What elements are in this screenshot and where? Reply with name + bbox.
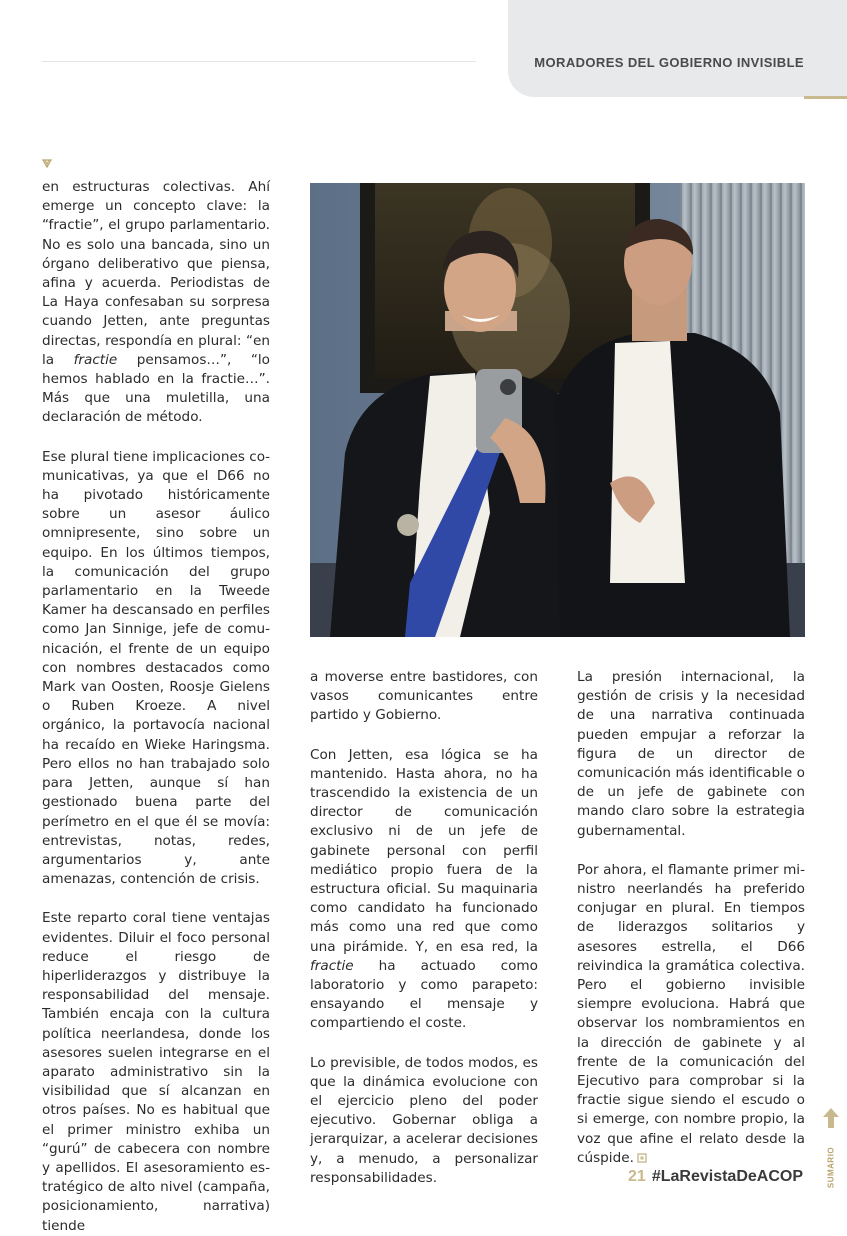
header-rule: [42, 61, 476, 62]
article-paragraph: [577, 668, 805, 841]
section-title: MORADORES DEL GOBIERNO INVISIBLE: [534, 55, 804, 70]
text-run: Con Jetten, esa lógica se ha mantenido. Hasta ahora, no ha trascendido la existencia de un director de comunicación exclusivo ni de un jefe de gabinete personal con perfil mediático propio fuera de la estructura oficial. Su maquinaria como candidato ha funcionado más como una red que como una pirámide. Y, en esa red, la: [310, 746, 538, 955]
sumario-link[interactable]: [821, 1108, 841, 1188]
paragraph-start-icon: [42, 158, 52, 172]
arrow-up-icon: [823, 1108, 839, 1128]
text-run: Ese plural tiene implicaciones comunicativas, ya que el D66 no ha pivotado históricamente sobre un asesor áulico omnipresente, sino sobre un equipo. En los últimos tiempos, la comunicación del grupo parlamentario en la Tweede Kamer ha descansado en perfiles como Jan Sinnige, jefe de comunicación, el frente de un equipo con nombres destacados como Mark van Oosten, Roosje Gielens o Ruben Kroeze. A nivel orgánico, la portavocía nacional ha recaído en Wieke Haringsma. Pero ellos no han trabajado solo para Jetten, aunque sí han gestionado buena parte del perímetro en el que él se movía: entrevistas, notas, redes, argumentarios y, ante amenazas, contención de crisis.: [42, 448, 270, 888]
text-run: Lo previsible, de todos modos, es que la dinámica evolucione con el ejercicio pleno del poder ejecutivo. Gobernar obliga a jerarquizar, a acelerar decisiones y, a menudo, a personalizar responsabilidades.: [310, 1054, 538, 1186]
sumario-label: SUMARIO: [826, 1146, 836, 1189]
italic-term: fractie: [310, 957, 354, 974]
article-paragraph: [42, 448, 270, 890]
section-header-tab: [508, 0, 847, 97]
article-paragraph: [577, 861, 805, 1168]
article-paragraph: [310, 746, 538, 1034]
text-run: ha actuado como laboratorio y como parapeto: ensayando el mensaje y compartiendo el coste.: [310, 957, 538, 1032]
page-number: 21: [628, 1168, 646, 1185]
article-paragraph: [310, 668, 538, 726]
article-column-2: [310, 668, 538, 1188]
text-run: en estructuras colectivas. Ahí emerge un concepto clave: la “fractie”, el grupo parlamentario. No es solo una bancada, sino un órgano deliberativo que piensa, afina y acuerda. Periodistas de La Haya confesaban su sorpresa cuando Jetten, ante preguntas directas, respondía en plural: “en la: [42, 179, 270, 368]
text-run: Por ahora, el flamante primer ministro neerlandés ha preferido conjugar en plural. En tiempos de liderazgos solitarios y asesores estrella, el D66 reivindica la gramática colectiva. Pero el gobierno invisible siempre evoluciona. Habrá que observar los nombramientos en la dirección de gabinete y al frente de la comunicación del Ejecutivo para comprobar si la fractie sigue siendo el escudo o si emerge, con nombre propio, la voz que afine el relato desde la cúspide.: [577, 861, 805, 1166]
article-column-1: [42, 178, 270, 1236]
article-column-3: [577, 668, 805, 1168]
magazine-hashtag: #LaRevistaDeACOP: [651, 1168, 803, 1185]
article-end-icon: [637, 1153, 647, 1163]
text-run: Este reparto coral tiene ventajas evidentes. Diluir el foco personal reduce el riesgo de hiperliderazgos y distribuye la responsabilidad del mensaje. También encaja con la cultura política neerlandesa, donde los asesores suelen integrarse en el aparato administrativo sin la visibilidad que sí alcanzan en otros países. No es habitual que el primer ministro exhiba un “gurú” de cabecera con nombre y apellidos. El asesoramiento estratégico de alto nivel (campaña, posicionamiento, narrativa) tiende: [42, 910, 270, 1234]
article-photo: [310, 183, 805, 637]
header-accent-line: [804, 96, 847, 99]
text-run: La presión internacional, la gestión de crisis y la necesidad de una narrativa continuada pueden empujar a reforzar la figura de un director de comunicación más identificable o de un jefe de gabinete con mando claro sobre la estrategia gubernamental.: [577, 669, 805, 839]
article-paragraph: [42, 909, 270, 1235]
article-paragraph: [42, 178, 270, 428]
italic-term: fractie: [73, 351, 118, 368]
text-run: a moverse entre bastidores, con vasos comunicantes entre partido y Gobierno.: [310, 669, 538, 724]
article-paragraph: [310, 1054, 538, 1188]
page-footer: [628, 1168, 803, 1186]
text-run: pensamos…”, “lo hemos hablado en la fractie…”. Más que una muletilla, una declaración de método.: [42, 351, 270, 426]
